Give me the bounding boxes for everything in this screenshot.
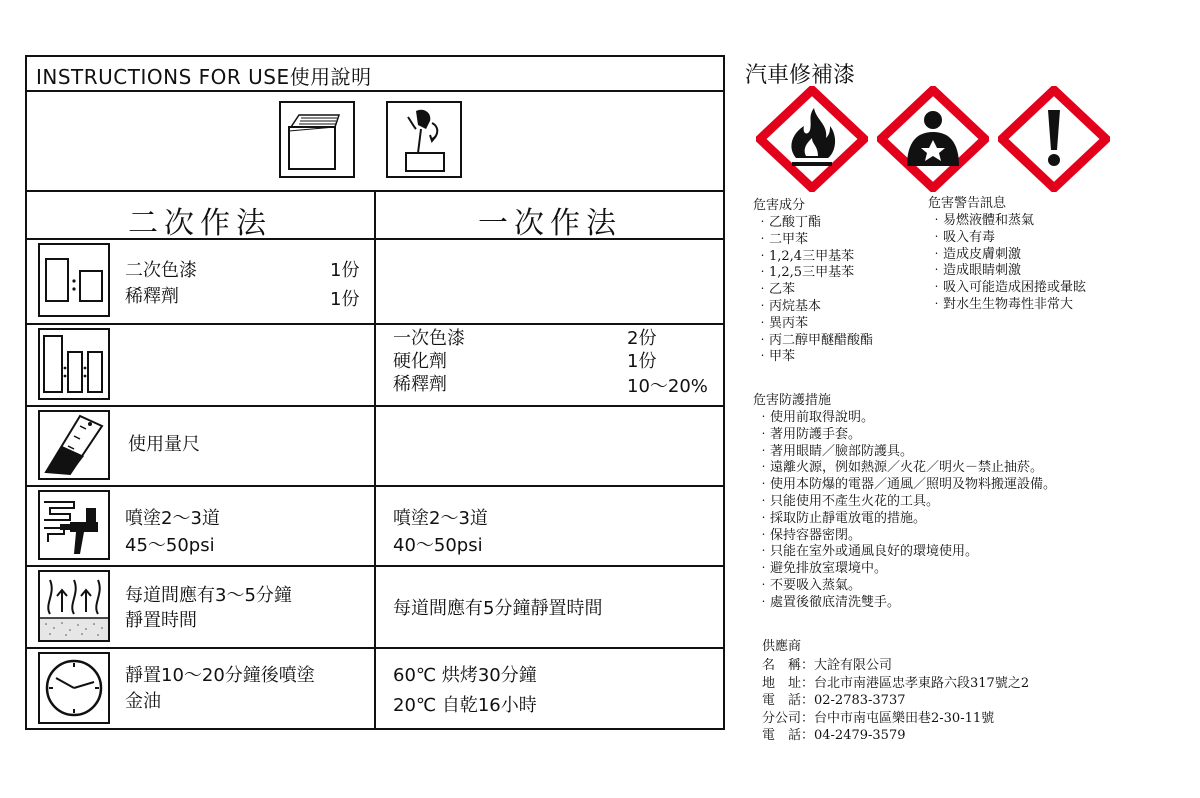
ingredient-item: ‧丙二醇甲醚醋酸酯	[756, 332, 874, 348]
precaution-item: ‧不要吸入蒸氣。	[757, 577, 862, 593]
ratio-one-value-3: 10～20%	[627, 376, 708, 397]
warning-item: ‧對水生生物毒性非常大	[930, 296, 1074, 312]
spray-one-line-1: 噴塗2～3道	[393, 508, 488, 529]
dry-one-line-1: 60℃ 烘烤30分鐘	[393, 665, 537, 686]
flash-two-line-1: 每道間應有3～5分鐘	[125, 585, 292, 606]
precautions-list	[757, 410, 1056, 612]
supplier-title: 供應商	[762, 639, 802, 654]
spray-gun-icon	[38, 490, 110, 560]
precaution-item: ‧只能使用不產生火花的工具。	[757, 493, 940, 509]
ingredient-item: ‧1,2,5三甲基苯	[756, 265, 855, 281]
stir-icon	[279, 101, 355, 178]
dry-two-line-2: 金油	[125, 691, 161, 712]
warning-item: ‧吸入有毒	[930, 229, 996, 245]
precaution-item: ‧保持容器密閉。	[757, 527, 862, 543]
supplier-line: 名 稱：大詮有限公司	[762, 658, 893, 673]
divider	[25, 90, 725, 92]
spray-two-line-2: 45～50psi	[125, 535, 215, 556]
table-title: INSTRUCTIONS FOR USE使用說明	[36, 65, 372, 89]
spray-one-line-2: 40～50psi	[393, 535, 483, 556]
column-divider	[374, 190, 376, 730]
ingredients-list	[756, 215, 873, 366]
precaution-item: ‧處置後徹底清洗雙手。	[757, 594, 901, 610]
warning-item: ‧造成皮膚刺激	[930, 246, 1022, 262]
flame-icon	[756, 86, 868, 192]
ingredient-item: ‧丙烷基本	[756, 298, 822, 314]
flash-off-icon	[38, 570, 110, 642]
precaution-item: ‧避免排放室環境中。	[757, 561, 888, 577]
ingredient-item: ‧1,2,4三甲基苯	[756, 248, 855, 264]
column-two-coat: 二次作法	[128, 206, 272, 241]
ratio-one-value-1: 2份	[627, 328, 657, 349]
precaution-item: ‧採取防止靜電放電的措施。	[757, 510, 927, 526]
precaution-item: ‧著用眼睛／臉部防護具。	[757, 443, 914, 459]
precaution-item: ‧使用前取得說明。	[757, 410, 875, 425]
ratio-two-label-1: 二次色漆	[125, 260, 197, 281]
ingredient-item: ‧二甲苯	[756, 231, 809, 247]
mix-ratio-two-icon	[38, 243, 110, 317]
warning-item: ‧吸入可能造成困捲或暈眩	[930, 280, 1087, 296]
exclamation-icon	[998, 86, 1110, 192]
ratio-one-label-2: 硬化劑	[393, 351, 447, 372]
supplier-line: 地 址：台北市南港區忠孝東路六段317號之2	[762, 675, 1030, 691]
label-title: 汽車修補漆	[745, 63, 856, 88]
ratio-two-label-2: 稀釋劑	[125, 286, 179, 307]
ratio-two-value-1: 1份	[330, 260, 360, 281]
supplier-line: 分公司：台中市南屯區樂田巷2-30-11號	[762, 710, 995, 726]
supplier-line: 電 話：02-2783-3737	[762, 693, 906, 708]
spray-two-line-1: 噴塗2～3道	[125, 508, 220, 529]
ratio-one-label-3: 稀釋劑	[393, 374, 447, 395]
supplier-info	[762, 657, 1029, 745]
precautions-title: 危害防護措施	[753, 393, 832, 408]
precaution-item: ‧遠離火源，例如熱源／火花／明火－禁止抽菸。	[757, 460, 1044, 476]
warnings-list	[930, 213, 1086, 314]
ingredient-item: ‧異丙苯	[756, 315, 809, 331]
flash-two-line-2: 靜置時間	[125, 610, 197, 631]
ingredient-item: ‧乙苯	[756, 282, 796, 298]
ratio-two-value-2: 1份	[330, 289, 360, 310]
ingredients-title: 危害成分	[753, 198, 806, 213]
measuring-stick-icon	[38, 410, 110, 480]
precaution-item: ‧使用本防爆的電器／通風／照明及物料搬運設備。	[757, 477, 1057, 493]
supplier-line: 電 話：04-2479-3579	[762, 728, 906, 743]
flash-one-text: 每道間應有5分鐘靜置時間	[393, 598, 603, 619]
warning-item: ‧造成眼睛刺激	[930, 263, 1022, 279]
ingredient-item: ‧乙酸丁酯	[756, 215, 822, 230]
warnings-title: 危害警告訊息	[928, 196, 1007, 211]
clock-icon	[38, 652, 110, 724]
warning-item: ‧易燃液體和蒸氣	[930, 213, 1035, 228]
dry-one-line-2: 20℃ 自乾16小時	[393, 695, 537, 716]
dry-two-line-1: 靜置10～20分鐘後噴塗	[125, 665, 315, 686]
health-hazard-icon	[877, 86, 989, 192]
measure-text: 使用量尺	[128, 434, 200, 455]
pour-mix-icon	[386, 101, 462, 178]
ingredient-item: ‧甲苯	[756, 349, 796, 365]
column-one-coat: 一次作法	[478, 206, 622, 241]
precaution-item: ‧只能在室外或通風良好的環境使用。	[757, 544, 979, 560]
ratio-one-value-2: 1份	[627, 351, 657, 372]
precaution-item: ‧著用防護手套。	[757, 426, 862, 442]
ratio-one-label-1: 一次色漆	[393, 328, 465, 349]
mix-ratio-one-icon	[38, 328, 110, 400]
